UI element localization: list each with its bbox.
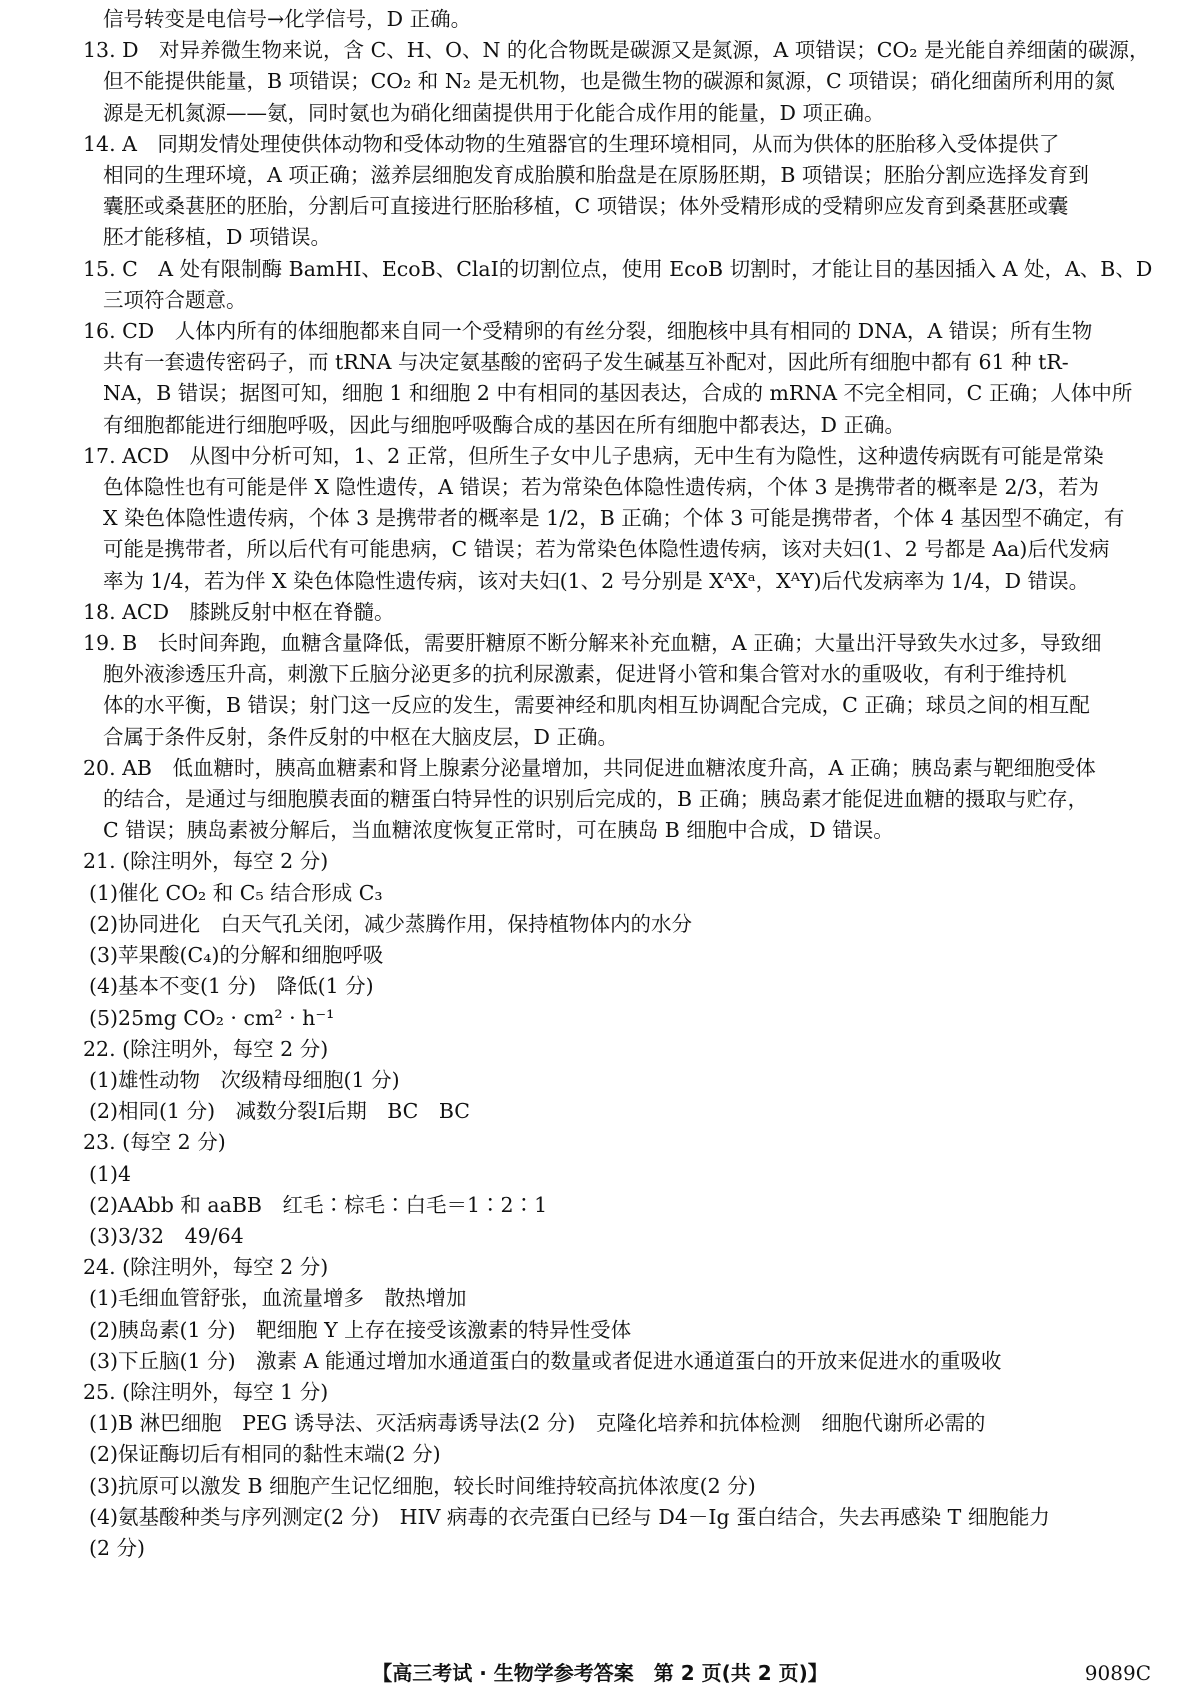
answer-item-line: 19. B 长时间奔跑，血糖含量降低，需要肝糖原不断分解来补充血糖，A 正确；大量出汗导致失水过多，导致细: [83, 631, 1102, 656]
answer-continuation-line: NA，B 错误；据图可知，细胞 1 和细胞 2 中有相同的基因表达，合成的 mRNA 不完全相同，C 正确；人体中所: [103, 381, 1133, 406]
answer-continuation-line: 合属于条件反射，条件反射的中枢在大脑皮层，D 正确。: [103, 724, 618, 749]
answer-continuation-line: 共有一套遗传密码子，而 tRNA 与决定氨基酸的密码子发生碱基互补配对，因此所有细胞中都有 61 种 tR-: [103, 350, 1069, 375]
answer-continuation-line: 体的水平衡，B 错误；射门这一反应的发生，需要神经和肌肉相互协调配合完成，C 正确；球员之间的相互配: [103, 693, 1090, 718]
answer-item-line: 16. CD 人体内所有的体细胞都来自同一个受精卵的有丝分裂，细胞核中具有相同的 DNA，A 错误；所有生物: [83, 319, 1093, 344]
answer-continuation-line: 三项符合题意。: [103, 287, 247, 312]
sub-answer-line: (3)抗原可以激发 B 细胞产生记忆细胞，较长时间维持较高抗体浓度(2 分): [89, 1473, 756, 1498]
answer-continuation-line: C 错误；胰岛素被分解后，当血糖浓度恢复正常时，可在胰岛 B 细胞中合成，D 错误。: [103, 818, 894, 843]
answer-item-line: 22. (除注明外，每空 2 分): [83, 1036, 329, 1061]
footer-title: 【高三考试 · 生物学参考答案 第 2 页(共 2 页)】: [372, 1661, 828, 1685]
sub-answer-line: (5)25mg CO₂ · cm² · h⁻¹: [89, 1005, 335, 1030]
answer-continuation-line: 胚才能移植，D 项错误。: [103, 225, 331, 250]
answer-item-line: 17. ACD 从图中分析可知，1、2 正常，但所生子女中儿子患病，无中生有为隐性，这种遗传病既有可能是常染: [83, 443, 1104, 468]
sub-answer-line: (2)协同进化 白天气孔关闭，减少蒸腾作用，保持植物体内的水分: [89, 911, 693, 936]
page-footer: [0, 1657, 1200, 1689]
sub-answer-line: (2)保证酶切后有相同的黏性末端(2 分): [89, 1442, 441, 1467]
answer-continuation-line: 相同的生理环境，A 项正确；滋养层细胞发育成胎膜和胎盘是在原肠胚期，B 项错误；胚胎分割应选择发育到: [103, 163, 1089, 188]
sub-answer-line: (1)B 淋巴细胞 PEG 诱导法、灭活病毒诱导法(2 分) 克隆化培养和抗体检测 细胞代谢所必需的: [89, 1411, 986, 1436]
sub-answer-line: (2)相同(1 分) 减数分裂Ⅰ后期 BC BC: [89, 1099, 470, 1124]
answer-continuation-line: 但不能提供能量，B 项错误；CO₂ 和 N₂ 是无机物，也是微生物的碳源和氮源，C 项错误；硝化细菌所利用的氮: [103, 69, 1115, 94]
answer-item-line: 24. (除注明外，每空 2 分): [83, 1255, 329, 1280]
answer-continuation-line: 胞外液渗透压升高，刺激下丘脑分泌更多的抗利尿激素，促进肾小管和集合管对水的重吸收，有利于维持机: [103, 662, 1067, 687]
answer-item-line: 25. (除注明外，每空 1 分): [83, 1379, 329, 1404]
answer-page: [83, 4, 1155, 1564]
answer-continuation-line: 有细胞都能进行细胞呼吸，因此与细胞呼吸酶合成的基因在所有细胞中都表达，D 正确。: [103, 412, 905, 437]
sub-answer-line: (3)3/32 49/64: [89, 1223, 244, 1248]
answer-item-line: 18. ACD 膝跳反射中枢在脊髓。: [83, 599, 395, 624]
sub-answer-line: (1)4: [89, 1161, 132, 1186]
answer-continuation-line: 源是无机氮源——氨，同时氨也为硝化细菌提供用于化能合成作用的能量，D 项正确。: [103, 100, 885, 125]
answer-item-line: 15. C A 处有限制酶 BamHⅠ、EcoB、ClaⅠ的切割位点，使用 EcoB 切割时，才能让目的基因插入 A 处，A、B、D: [83, 256, 1153, 281]
answer-item-line: 13. D 对异养微生物来说，含 C、H、O、N 的化合物既是碳源又是氮源，A 项错误；CO₂ 是光能自养细菌的碳源，: [83, 38, 1150, 63]
answer-continuation-line: 色体隐性也有可能是伴 X 隐性遗传，A 错误；若为常染色体隐性遗传病，个体 3 是携带者的概率是 2/3，若为: [103, 475, 1100, 500]
sub-answer-line: (4)氨基酸种类与序列测定(2 分) HIV 病毒的衣壳蛋白已经与 D4－Ig 蛋白结合，失去再感染 T 细胞能力: [89, 1504, 1050, 1529]
sub-answer-line: (2)AAbb 和 aaBB 红毛∶棕毛∶白毛＝1∶2∶1: [89, 1192, 548, 1217]
answer-continuation-line: 可能是携带者，所以后代有可能患病，C 错误；若为常染色体隐性遗传病，该对夫妇(1、2 号都是 Aa)后代发病: [103, 537, 1110, 562]
answer-item-line: 23. (每空 2 分): [83, 1130, 226, 1155]
sub-answer-line: (3)下丘脑(1 分) 激素 A 能通过增加水通道蛋白的数量或者促进水通道蛋白的开放来促进水的重吸收: [89, 1348, 1002, 1373]
sub-answer-line: (1)毛细血管舒张，血流量增多 散热增加: [89, 1286, 467, 1311]
answer-item-line: 21. (除注明外，每空 2 分): [83, 849, 329, 874]
sub-answer-line: (2)胰岛素(1 分) 靶细胞 Y 上存在接受该激素的特异性受体: [89, 1317, 632, 1342]
sub-answer-line: (1)催化 CO₂ 和 C₅ 结合形成 C₃: [89, 880, 383, 905]
answer-item-line: 20. AB 低血糖时，胰高血糖素和肾上腺素分泌量增加，共同促进血糖浓度升高，A 正确；胰岛素与靶细胞受体: [83, 755, 1096, 780]
footer-code: 9089C: [1084, 1661, 1151, 1685]
sub-answer-line: (4)基本不变(1 分) 降低(1 分): [89, 974, 374, 999]
sub-answer-line: (3)苹果酸(C₄)的分解和细胞呼吸: [89, 943, 384, 968]
answer-continuation-line: X 染色体隐性遗传病，个体 3 是携带者的概率是 1/2，B 正确；个体 3 可能是携带者，个体 4 基因型不确定，有: [103, 506, 1125, 531]
answer-continuation-line: 率为 1/4，若为伴 X 染色体隐性遗传病，该对夫妇(1、2 号分别是 XᴬXᵃ，XᴬY)后代发病率为 1/4，D 错误。: [103, 568, 1090, 593]
answer-continuation-line: 信号转变是电信号→化学信号，D 正确。: [103, 7, 472, 31]
answer-continuation-line: 囊胚或桑葚胚的胚胎，分割后可直接进行胚胎移植，C 项错误；体外受精形成的受精卵应发育到桑葚胚或囊: [103, 194, 1069, 219]
answer-continuation-line: 的结合，是通过与细胞膜表面的糖蛋白特异性的识别后完成的，B 正确；胰岛素才能促进血糖的摄取与贮存，: [103, 787, 1089, 812]
sub-answer-line: (1)雄性动物 次级精母细胞(1 分): [89, 1067, 400, 1092]
answer-item-line: 14. A 同期发情处理使供体动物和受体动物的生殖器官的生理环境相同，从而为供体的胚胎移入受体提供了: [83, 131, 1060, 156]
sub-answer-line: (2 分): [89, 1535, 146, 1560]
